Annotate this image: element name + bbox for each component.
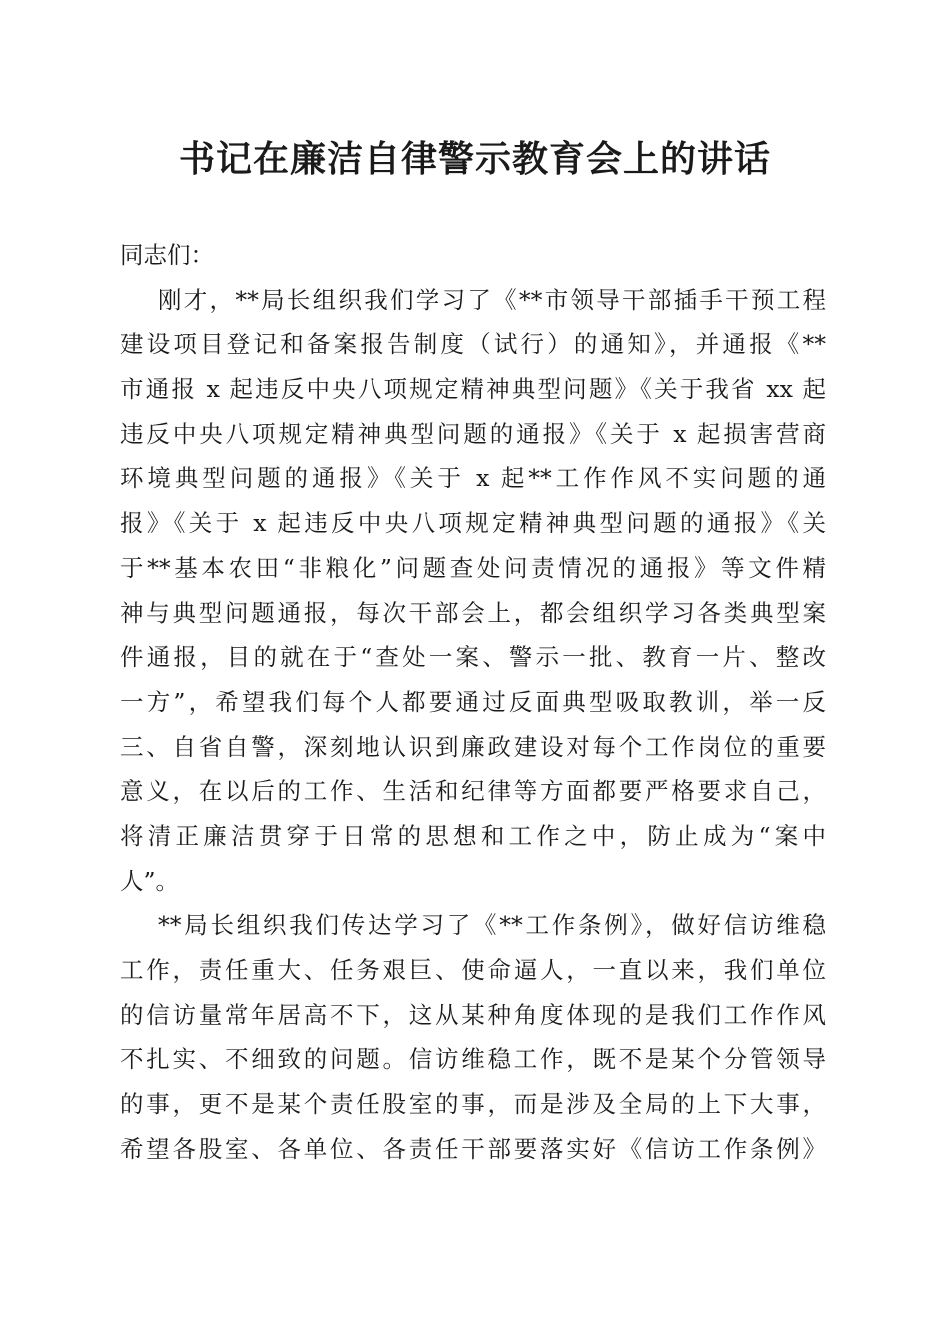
- document-body: [120, 233, 826, 1171]
- paragraph-line: 不扎实、不细致的问题。信访维稳工作，既不是某个分管领导: [120, 1045, 826, 1074]
- paragraph-line: 人”。: [120, 866, 180, 895]
- paragraph-line: 一方”，希望我们每个人都要通过反面典型吸取教训，举一反: [120, 687, 826, 716]
- paragraph-line: 报》《关于 x 起违反中央八项规定精神典型问题的通报》《关: [120, 509, 826, 538]
- paragraph-line: 的事，更不是某个责任股室的事，而是涉及全局的上下大事，: [120, 1090, 826, 1119]
- paragraph-line: 将清正廉洁贯穿于日常的思想和工作之中，防止成为“案中: [120, 821, 826, 850]
- paragraph-line: 意义，在以后的工作、生活和纪律等方面都要严格要求自己，: [120, 777, 826, 806]
- paragraph-line: 建设项目登记和备案报告制度（试行）的通知》，并通报《**: [120, 330, 826, 359]
- paragraph-line: 市通报 x 起违反中央八项规定精神典型问题》《关于我省 xx 起: [120, 375, 826, 404]
- paragraph-line: 于**基本农田“非粮化”问题查处问责情况的通报》等文件精: [120, 553, 826, 582]
- paragraph-line: 三、自省自警，深刻地认识到廉政建设对每个工作岗位的重要: [120, 732, 826, 761]
- salutation: 同志们：: [120, 241, 214, 269]
- document-title: 书记在廉洁自律警示教育会上的讲话: [178, 139, 771, 180]
- paragraph-line: 神与典型问题通报，每次干部会上，都会组织学习各类典型案: [120, 598, 826, 627]
- paragraph-line: **局长组织我们传达学习了《**工作条例》，做好信访维稳: [158, 911, 826, 940]
- paragraph-line: 希望各股室、各单位、各责任干部要落实好《信访工作条例》: [120, 1134, 826, 1163]
- paragraph-1: [120, 278, 826, 904]
- paragraph-line: 环境典型问题的通报》《关于 x 起**工作作风不实问题的通: [120, 464, 826, 493]
- paragraph-line: 的信访量常年居高不下，这从某种角度体现的是我们工作作风: [120, 1000, 826, 1029]
- paragraph-line: 违反中央八项规定精神典型问题的通报》《关于 x 起损害营商: [120, 419, 826, 448]
- paragraph-line: 工作，责任重大、任务艰巨、使命逼人，一直以来，我们单位: [120, 956, 826, 984]
- paragraph-line: 刚才，**局长组织我们学习了《**市领导干部插手干预工程: [158, 285, 826, 314]
- paragraph-line: 件通报，目的就在于“查处一案、警示一批、教育一片、整改: [120, 643, 826, 672]
- paragraph-2: [120, 903, 826, 1171]
